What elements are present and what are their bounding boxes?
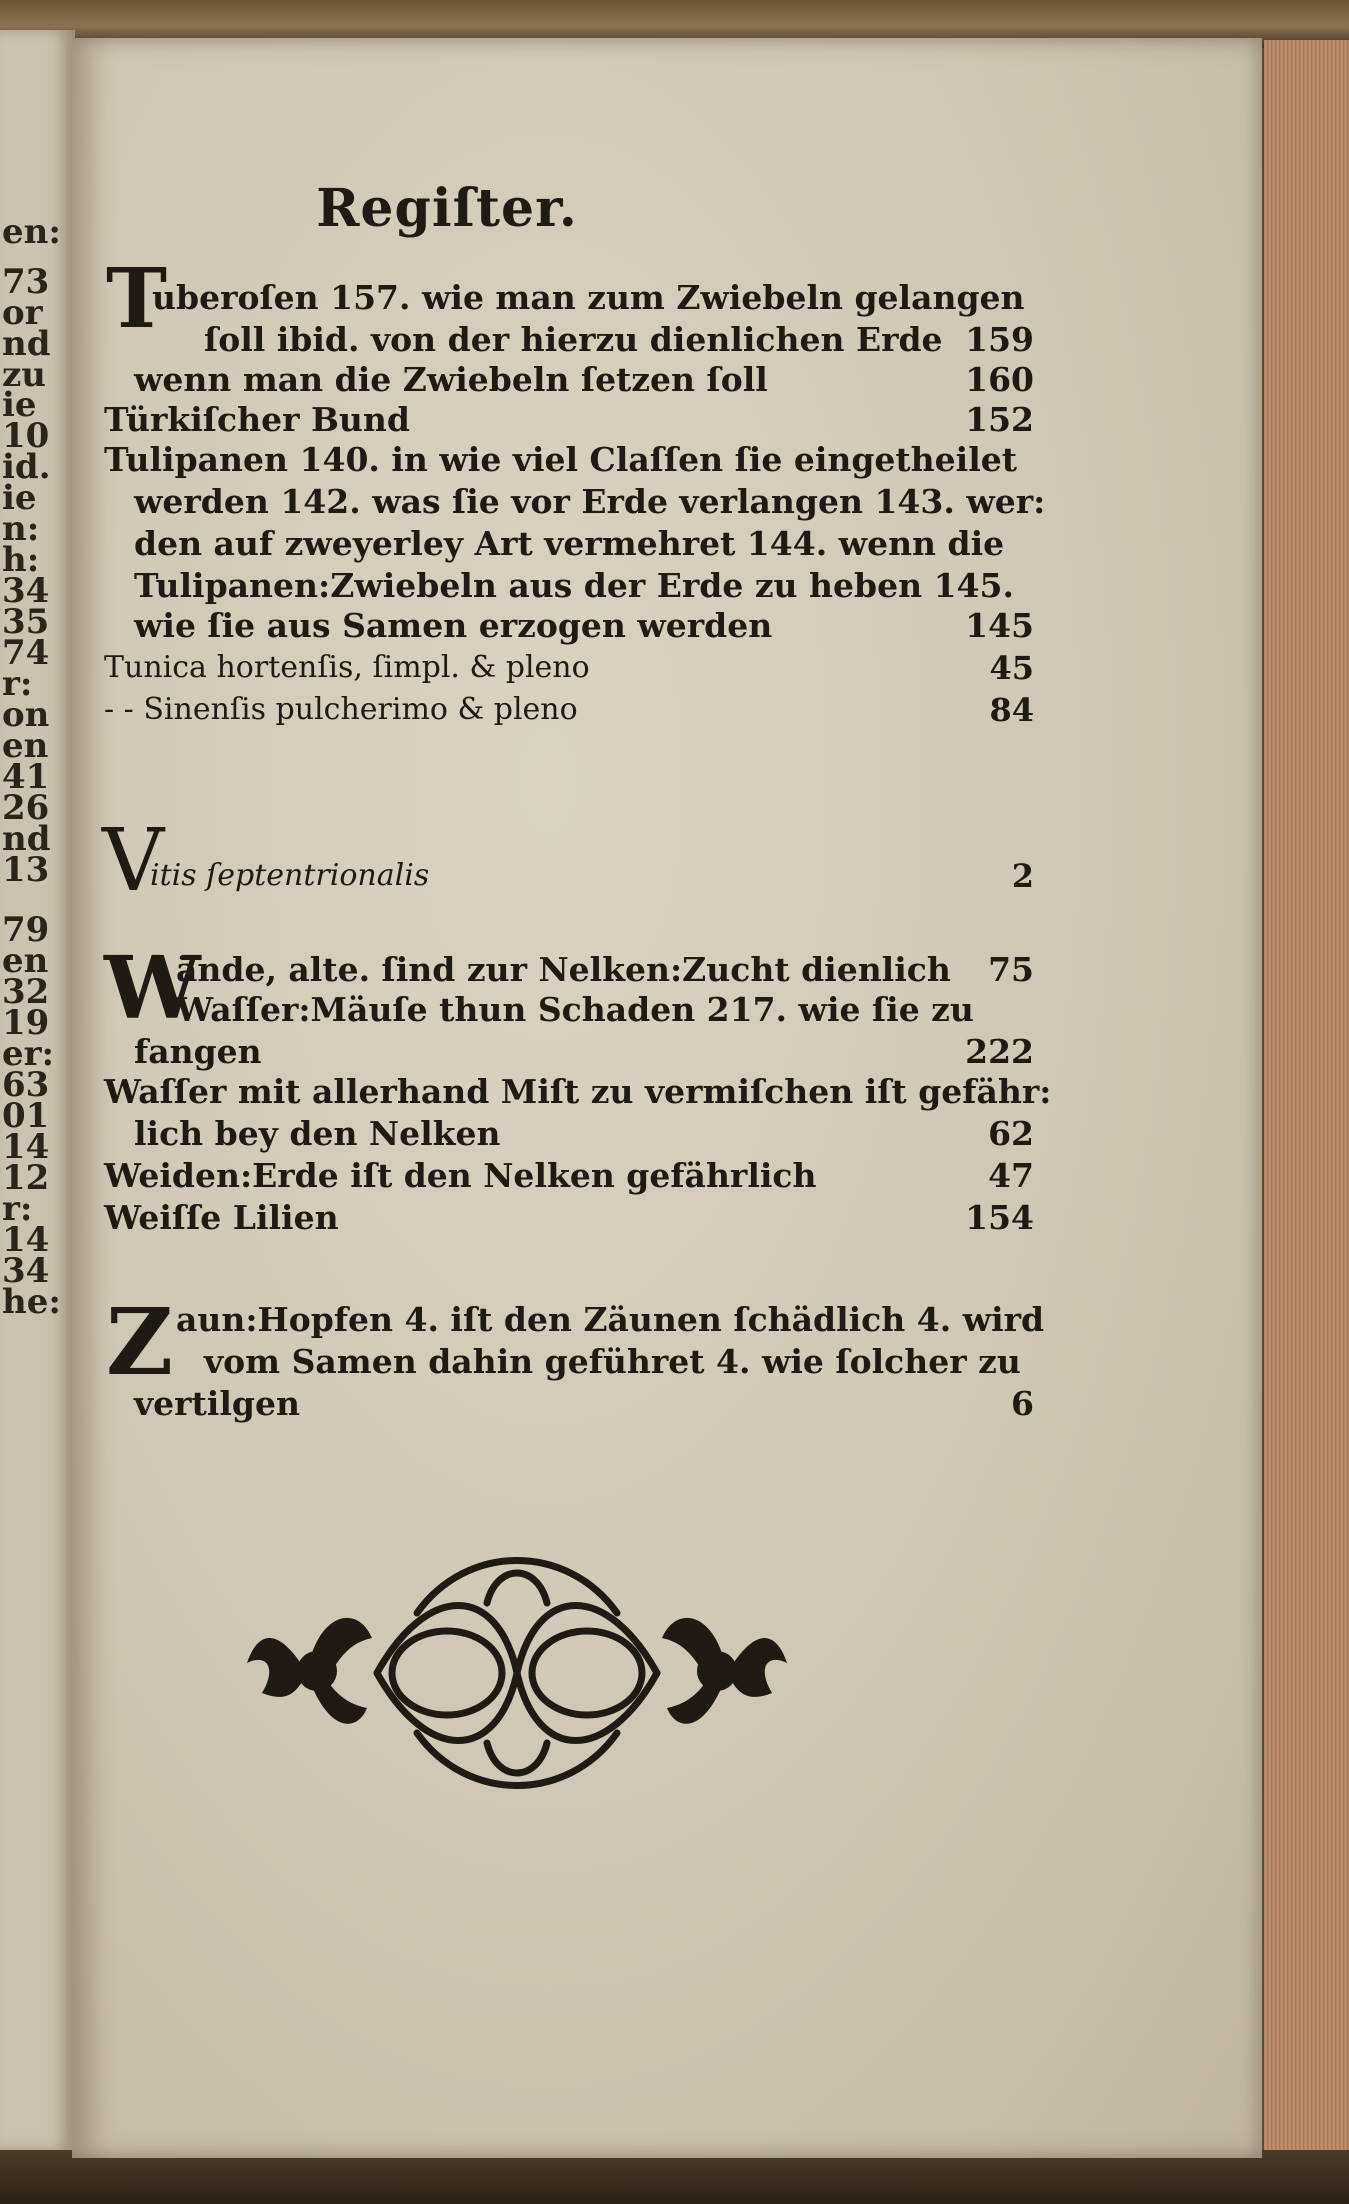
prev-fragment: 14: [2, 1127, 50, 1167]
index-entry: [104, 1342, 1034, 1382]
prev-fragment: 19: [2, 1003, 50, 1043]
book-fore-edge: [1264, 40, 1349, 2170]
prev-fragment: 41: [2, 757, 50, 797]
page-number: 47: [988, 1156, 1034, 1195]
entry-text: Weiden:Erde iſt den Nelken gefährlich: [104, 1156, 817, 1195]
page-number: 160: [965, 360, 1034, 399]
register-page: [72, 38, 1262, 2158]
prev-fragment: 26: [2, 788, 50, 828]
prev-fragment: 79: [2, 910, 50, 950]
index-entry: [104, 856, 1034, 896]
prev-fragment: n:: [2, 509, 40, 549]
initial-letter-T: T: [106, 251, 168, 347]
index-entry: [104, 990, 1034, 1030]
index-entry: [104, 566, 1034, 606]
page-number: 152: [965, 400, 1034, 439]
entry-text: den auf zweyerley Art vermehret 144. wenn die: [134, 524, 1005, 563]
prev-fragment: id.: [2, 447, 51, 487]
page-number: 75: [988, 950, 1034, 989]
index-entry: [104, 606, 1034, 646]
index-entry: [104, 1300, 1045, 1340]
page-number: 84: [989, 691, 1034, 729]
prev-fragment: 13: [2, 850, 50, 890]
prev-fragment: nd: [2, 324, 51, 364]
prev-fragment: er:: [2, 1034, 55, 1074]
page-number: 45: [989, 649, 1034, 687]
page-number: 222: [965, 1032, 1034, 1071]
prev-fragment: 10: [2, 416, 50, 456]
prev-fragment: ie: [2, 478, 37, 518]
prev-fragment: 14: [2, 1220, 50, 1260]
prev-fragment: r:: [2, 664, 33, 704]
entry-text: Tulipanen:Zwiebeln aus der Erde zu heben 145.: [134, 566, 1014, 605]
page-number: 62: [988, 1114, 1034, 1153]
page-number: 159: [965, 320, 1034, 359]
book-bottom-edge: [0, 2150, 1349, 2204]
entry-text: wenn man die Zwiebeln ſetzen ſoll: [134, 360, 768, 399]
prev-fragment: nd: [2, 819, 51, 859]
entry-text: itis ſeptentrionalis: [150, 858, 430, 893]
index-entry: [104, 360, 1034, 400]
prev-fragment: 32: [2, 972, 50, 1012]
page-number: 154: [965, 1198, 1034, 1237]
entry-text: Türkiſcher Bund: [104, 400, 410, 439]
page-title: Regiſter.: [316, 178, 578, 239]
prev-fragment: en: [2, 726, 49, 766]
index-entry: [104, 1198, 1034, 1238]
prev-fragment: r:: [2, 1189, 33, 1229]
page-number: 145: [965, 606, 1034, 645]
page-number: 6: [1011, 1384, 1034, 1423]
prev-fragment: 74: [2, 633, 50, 673]
prev-fragment: en:: [2, 212, 61, 252]
prev-fragment: ie: [2, 385, 37, 425]
knotwork-ornament: [237, 1543, 797, 1803]
prev-fragment: 34: [2, 571, 50, 611]
entry-text: aun:Hopfen 4. iſt den Zäunen ſchädlich 4. wird: [176, 1300, 1045, 1339]
prev-fragment: 01: [2, 1096, 50, 1136]
initial-letter-Z: Z: [106, 1288, 174, 1396]
prev-fragment: 35: [2, 602, 50, 642]
entry-text: fangen: [134, 1032, 262, 1071]
index-entry: [104, 1156, 1034, 1196]
index-entry: [104, 1032, 1034, 1072]
prev-fragment: zu: [2, 355, 47, 395]
entry-text: uberoſen 157. wie man zum Zwiebeln gelangen: [152, 278, 1025, 317]
previous-page-fragment: [0, 30, 75, 2150]
initial-letter-W: W: [104, 938, 201, 1039]
prev-fragment: 73: [2, 262, 50, 302]
index-entry: [104, 524, 1034, 564]
entry-text: Weiſſe Lilien: [104, 1198, 339, 1237]
index-entry: [104, 400, 1034, 440]
page-number: 2: [1011, 857, 1034, 895]
index-entry: [104, 1072, 1052, 1112]
prev-fragment: 63: [2, 1065, 50, 1105]
entry-text: lich bey den Nelken: [134, 1114, 501, 1153]
entry-text: ände, alte. ſind zur Nelken:Zucht dienlich: [176, 950, 951, 989]
prev-fragment: on: [2, 695, 50, 735]
entry-text: Tulipanen 140. in wie viel Claſſen ſie eingetheilet: [104, 440, 1017, 479]
index-entry: [104, 482, 1046, 522]
index-entry: [104, 440, 1034, 480]
index-entry: [104, 320, 1034, 360]
index-entry: [104, 1114, 1034, 1154]
prev-fragment: en: [2, 941, 49, 981]
prev-fragment: h:: [2, 540, 40, 580]
entry-text: ſoll ibid. von der hierzu dienlichen Erde: [204, 320, 943, 359]
entry-text: Tunica hortenſis, ſimpl. & pleno: [104, 650, 590, 685]
entry-text: wie ſie aus Samen erzogen werden: [134, 606, 773, 645]
index-entry: [104, 1384, 1034, 1424]
initial-letter-V: V: [102, 811, 165, 911]
index-entry: [104, 690, 1034, 730]
index-entry: [104, 648, 1034, 688]
prev-fragment: he:: [2, 1282, 61, 1322]
entry-text: Waſſer:Mäuſe thun Schaden 217. wie ſie zu: [176, 990, 974, 1029]
prev-fragment: or: [2, 293, 43, 333]
index-entry: [104, 278, 1034, 318]
entry-text: werden 142. was ſie vor Erde verlangen 143. wer:: [134, 482, 1046, 521]
entry-text: vertilgen: [134, 1384, 300, 1423]
index-entry: [104, 950, 1034, 990]
prev-fragment: 12: [2, 1158, 50, 1198]
entry-text: - - Sinenſis pulcherimo & pleno: [104, 692, 578, 727]
entry-text: Waſſer mit allerhand Miſt zu vermiſchen iſt gefähr:: [104, 1072, 1052, 1111]
prev-fragment: 34: [2, 1251, 50, 1291]
entry-text: vom Samen dahin geführet 4. wie ſolcher zu: [204, 1342, 1021, 1381]
